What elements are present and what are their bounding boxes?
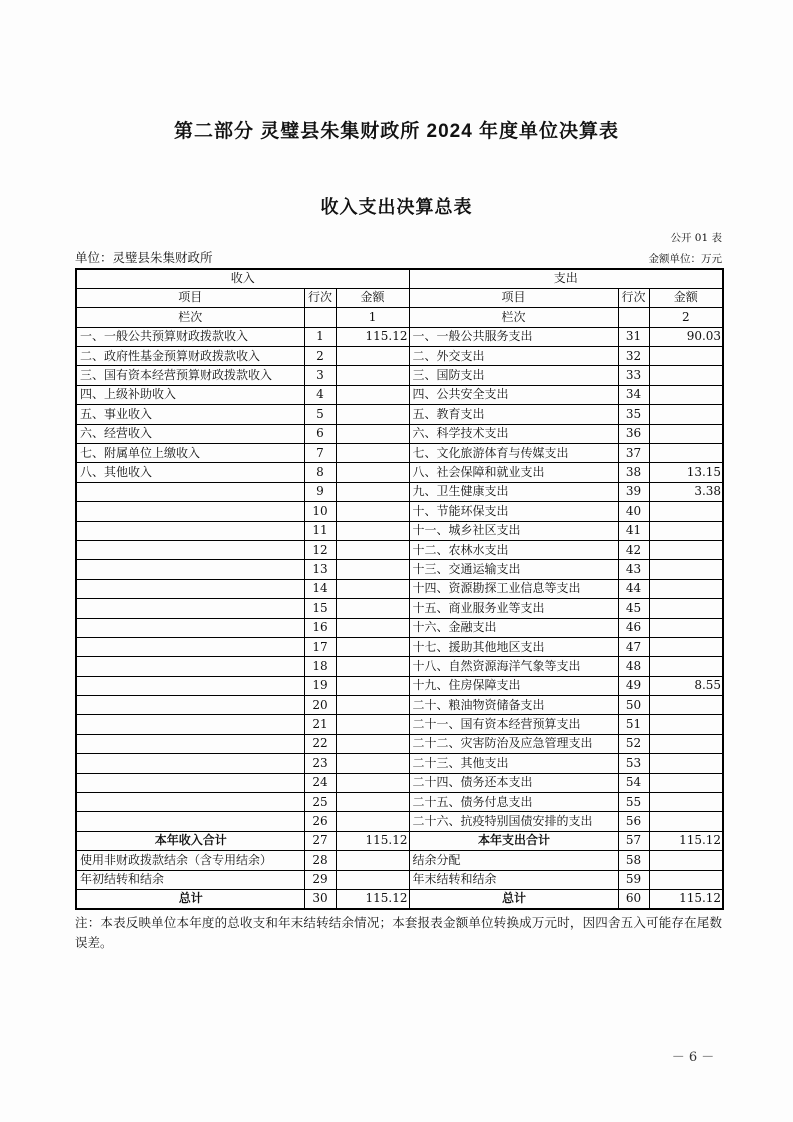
income-line-no-cell: 8	[304, 463, 336, 482]
income-line-no-cell: 2	[304, 347, 336, 366]
expense-line-no-cell: 42	[618, 540, 649, 559]
expense-amount-cell	[649, 540, 723, 559]
table-row	[76, 424, 723, 443]
table-row	[76, 502, 723, 521]
income-amount-cell	[336, 502, 409, 521]
income-amount-cell	[336, 812, 409, 831]
income-line-no-cell: 29	[304, 870, 336, 889]
income-column-index: 1	[336, 308, 409, 327]
expense-line-no-cell: 36	[618, 424, 649, 443]
expense-amount-cell	[649, 502, 723, 521]
expense-line-no-cell: 48	[618, 657, 649, 676]
expense-amount-cell	[649, 754, 723, 773]
expense-amount-cell	[649, 657, 723, 676]
expense-item-cell: 总计	[409, 890, 618, 909]
income-amount-cell	[336, 851, 409, 870]
section-header-row	[76, 269, 723, 288]
expense-section-header: 支出	[409, 269, 723, 288]
expense-line-no-cell: 39	[618, 482, 649, 501]
income-line-no-cell: 17	[304, 637, 336, 656]
income-item-cell	[76, 540, 304, 559]
expense-amount-cell	[649, 696, 723, 715]
expense-line-no-cell: 49	[618, 676, 649, 695]
expense-amount-cell	[649, 715, 723, 734]
expense-amount-cell	[649, 424, 723, 443]
income-amount-cell	[336, 347, 409, 366]
income-line-no-cell: 25	[304, 793, 336, 812]
table-row	[76, 773, 723, 792]
income-item-cell: 本年收入合计	[76, 831, 304, 850]
expense-amount-cell	[649, 579, 723, 598]
amount-unit-label: 金额单位：万元	[648, 253, 722, 265]
expense-item-cell: 二十一、国有资本经营预算支出	[409, 715, 618, 734]
table-row	[76, 890, 723, 909]
expense-amount-cell	[649, 812, 723, 831]
expense-line-no-cell: 45	[618, 599, 649, 618]
expense-item-cell: 二十三、其他支出	[409, 754, 618, 773]
expense-amount-cell	[649, 599, 723, 618]
expense-amount-cell	[649, 637, 723, 656]
expense-line-no-cell: 57	[618, 831, 649, 850]
table-row	[76, 851, 723, 870]
table-body	[76, 327, 723, 909]
expense-item-cell: 二、外交支出	[409, 347, 618, 366]
form-code: 公开 01 表	[670, 232, 722, 244]
expense-item-cell: 八、社会保障和就业支出	[409, 463, 618, 482]
expense-line-no-cell: 60	[618, 890, 649, 909]
footnote: 注：本表反映单位本年度的总收支和年末结转结余情况；本套报表金额单位转换成万元时，因四舍五入可能存在尾数误差。	[75, 914, 722, 951]
expense-line-no-cell: 52	[618, 734, 649, 753]
expense-column-index: 2	[649, 308, 723, 327]
income-amount-cell: 115.12	[336, 831, 409, 850]
income-item-cell: 五、事业收入	[76, 405, 304, 424]
income-amount-header: 金额	[336, 288, 409, 307]
table-row	[76, 327, 723, 346]
expense-column-index-label: 栏次	[409, 308, 618, 327]
expense-item-cell: 年末结转和结余	[409, 870, 618, 889]
income-amount-cell	[336, 599, 409, 618]
income-amount-cell	[336, 540, 409, 559]
expense-item-cell: 二十、粮油物资储备支出	[409, 696, 618, 715]
expense-item-cell: 本年支出合计	[409, 831, 618, 850]
table-row	[76, 715, 723, 734]
expense-amount-cell: 8.55	[649, 676, 723, 695]
income-amount-cell	[336, 637, 409, 656]
income-line-no-cell: 30	[304, 890, 336, 909]
report-area	[75, 230, 722, 953]
expense-item-cell: 十六、金融支出	[409, 618, 618, 637]
table-row	[76, 599, 723, 618]
income-line-no-cell: 28	[304, 851, 336, 870]
income-item-cell	[76, 657, 304, 676]
income-item-cell: 六、经营收入	[76, 424, 304, 443]
income-amount-cell	[336, 463, 409, 482]
income-item-cell	[76, 637, 304, 656]
expense-item-header: 项目	[409, 288, 618, 307]
income-item-cell	[76, 599, 304, 618]
table-row	[76, 521, 723, 540]
column-header-row	[76, 288, 723, 307]
expense-amount-cell	[649, 773, 723, 792]
income-item-cell: 四、上级补助收入	[76, 385, 304, 404]
table-row	[76, 444, 723, 463]
income-amount-cell	[336, 773, 409, 792]
income-item-cell	[76, 793, 304, 812]
table-row	[76, 734, 723, 753]
income-line-no-cell: 14	[304, 579, 336, 598]
income-line-no-cell: 19	[304, 676, 336, 695]
income-amount-cell	[336, 521, 409, 540]
income-item-cell	[76, 521, 304, 540]
income-item-cell	[76, 773, 304, 792]
income-line-no-header: 行次	[304, 288, 336, 307]
table-row	[76, 405, 723, 424]
expense-amount-cell	[649, 851, 723, 870]
expense-line-no-cell: 54	[618, 773, 649, 792]
expense-item-cell: 六、科学技术支出	[409, 424, 618, 443]
expense-item-cell: 五、教育支出	[409, 405, 618, 424]
income-item-cell	[76, 560, 304, 579]
income-item-cell	[76, 715, 304, 734]
expense-item-cell: 十四、资源勘探工业信息等支出	[409, 579, 618, 598]
table-row	[76, 385, 723, 404]
unit-name-label: 单位：灵璧县朱集财政所	[75, 250, 213, 265]
expense-amount-cell: 90.03	[649, 327, 723, 346]
expense-item-cell: 十九、住房保障支出	[409, 676, 618, 695]
expense-item-cell: 三、国防支出	[409, 366, 618, 385]
expense-item-cell: 九、卫生健康支出	[409, 482, 618, 501]
expense-item-cell: 结余分配	[409, 851, 618, 870]
income-item-cell	[76, 482, 304, 501]
expense-amount-cell	[649, 521, 723, 540]
expense-line-no-cell: 58	[618, 851, 649, 870]
expense-amount-cell: 3.38	[649, 482, 723, 501]
income-amount-cell	[336, 405, 409, 424]
table-row	[76, 579, 723, 598]
income-line-no-cell: 5	[304, 405, 336, 424]
income-amount-cell	[336, 482, 409, 501]
table-row	[76, 482, 723, 501]
expense-amount-cell	[649, 793, 723, 812]
income-amount-cell	[336, 424, 409, 443]
expense-line-no-header: 行次	[618, 288, 649, 307]
expense-item-cell: 四、公共安全支出	[409, 385, 618, 404]
expense-amount-cell	[649, 560, 723, 579]
income-item-cell	[76, 502, 304, 521]
expense-item-cell: 十一、城乡社区支出	[409, 521, 618, 540]
income-amount-cell	[336, 734, 409, 753]
expense-item-cell: 二十四、债务还本支出	[409, 773, 618, 792]
income-line-no-cell: 1	[304, 327, 336, 346]
income-line-no-cell: 6	[304, 424, 336, 443]
income-item-cell	[76, 618, 304, 637]
income-line-no-cell: 16	[304, 618, 336, 637]
table-row	[76, 347, 723, 366]
income-amount-cell	[336, 579, 409, 598]
income-item-header: 项目	[76, 288, 304, 307]
income-line-no-cell: 18	[304, 657, 336, 676]
income-line-no-cell: 3	[304, 366, 336, 385]
income-amount-cell	[336, 618, 409, 637]
income-amount-cell: 115.12	[336, 327, 409, 346]
expense-line-no-cell: 35	[618, 405, 649, 424]
income-amount-cell	[336, 870, 409, 889]
income-line-no-cell: 22	[304, 734, 336, 753]
expense-amount-header: 金额	[649, 288, 723, 307]
table-row	[76, 618, 723, 637]
expense-amount-cell	[649, 366, 723, 385]
table-row	[76, 831, 723, 850]
income-item-cell: 一、一般公共预算财政拨款收入	[76, 327, 304, 346]
expense-amount-cell: 13.15	[649, 463, 723, 482]
meta-line	[75, 248, 722, 266]
income-item-cell	[76, 734, 304, 753]
income-line-no-cell: 9	[304, 482, 336, 501]
table-row	[76, 366, 723, 385]
income-amount-cell	[336, 560, 409, 579]
table-row	[76, 793, 723, 812]
income-item-cell	[76, 696, 304, 715]
income-line-no-cell: 27	[304, 831, 336, 850]
income-amount-cell	[336, 385, 409, 404]
income-amount-cell: 115.12	[336, 890, 409, 909]
expense-line-no-cell: 53	[618, 754, 649, 773]
expense-line-no-cell: 43	[618, 560, 649, 579]
table-row	[76, 560, 723, 579]
empty-cell	[304, 308, 336, 327]
table-row	[76, 676, 723, 695]
expense-line-no-cell: 40	[618, 502, 649, 521]
expense-line-no-cell: 56	[618, 812, 649, 831]
income-item-cell: 二、政府性基金预算财政拨款收入	[76, 347, 304, 366]
table-row	[76, 870, 723, 889]
income-line-no-cell: 4	[304, 385, 336, 404]
expense-line-no-cell: 47	[618, 637, 649, 656]
expense-amount-cell	[649, 734, 723, 753]
expense-item-cell: 十七、援助其他地区支出	[409, 637, 618, 656]
expense-item-cell: 十八、自然资源海洋气象等支出	[409, 657, 618, 676]
income-amount-cell	[336, 793, 409, 812]
table-row	[76, 637, 723, 656]
income-line-no-cell: 23	[304, 754, 336, 773]
income-item-cell: 年初结转和结余	[76, 870, 304, 889]
expense-amount-cell	[649, 347, 723, 366]
income-amount-cell	[336, 696, 409, 715]
expense-line-no-cell: 38	[618, 463, 649, 482]
expense-amount-cell	[649, 618, 723, 637]
expense-item-cell: 二十五、债务付息支出	[409, 793, 618, 812]
expense-line-no-cell: 31	[618, 327, 649, 346]
expense-line-no-cell: 34	[618, 385, 649, 404]
expense-item-cell: 二十二、灾害防治及应急管理支出	[409, 734, 618, 753]
table-row	[76, 754, 723, 773]
expense-item-cell: 二十六、抗疫特别国债安排的支出	[409, 812, 618, 831]
expense-item-cell: 一、一般公共服务支出	[409, 327, 618, 346]
income-amount-cell	[336, 366, 409, 385]
expense-amount-cell: 115.12	[649, 831, 723, 850]
expense-line-no-cell: 32	[618, 347, 649, 366]
income-item-cell	[76, 579, 304, 598]
part-title: 第二部分 灵璧县朱集财政所 2024 年度单位决算表	[173, 121, 620, 142]
expense-line-no-cell: 33	[618, 366, 649, 385]
expense-amount-cell	[649, 405, 723, 424]
income-amount-cell	[336, 754, 409, 773]
expense-line-no-cell: 55	[618, 793, 649, 812]
expense-item-cell: 十五、商业服务业等支出	[409, 599, 618, 618]
income-column-index-label: 栏次	[76, 308, 304, 327]
expense-line-no-cell: 41	[618, 521, 649, 540]
income-item-cell	[76, 754, 304, 773]
expense-line-no-cell: 59	[618, 870, 649, 889]
empty-cell	[618, 308, 649, 327]
income-item-cell: 七、附属单位上缴收入	[76, 444, 304, 463]
income-line-no-cell: 21	[304, 715, 336, 734]
expense-item-cell: 十二、农林水支出	[409, 540, 618, 559]
expense-item-cell: 十、节能环保支出	[409, 502, 618, 521]
income-line-no-cell: 20	[304, 696, 336, 715]
table-row	[76, 696, 723, 715]
expense-item-cell: 七、文化旅游体育与传媒支出	[409, 444, 618, 463]
expense-amount-cell	[649, 870, 723, 889]
expense-line-no-cell: 50	[618, 696, 649, 715]
expense-line-no-cell: 51	[618, 715, 649, 734]
income-amount-cell	[336, 715, 409, 734]
expense-item-cell: 十三、交通运输支出	[409, 560, 618, 579]
income-line-no-cell: 24	[304, 773, 336, 792]
income-line-no-cell: 11	[304, 521, 336, 540]
income-line-no-cell: 12	[304, 540, 336, 559]
income-section-header: 收入	[76, 269, 409, 288]
income-line-no-cell: 26	[304, 812, 336, 831]
expense-amount-cell	[649, 385, 723, 404]
page-number: － 6 －	[671, 1050, 715, 1065]
table-row	[76, 540, 723, 559]
column-index-row	[76, 308, 723, 327]
income-expense-table	[75, 268, 724, 910]
expense-line-no-cell: 44	[618, 579, 649, 598]
table-row	[76, 463, 723, 482]
income-item-cell: 八、其他收入	[76, 463, 304, 482]
income-line-no-cell: 15	[304, 599, 336, 618]
income-amount-cell	[336, 444, 409, 463]
table-row	[76, 812, 723, 831]
table-title: 收入支出决算总表	[320, 197, 473, 217]
income-line-no-cell: 7	[304, 444, 336, 463]
expense-line-no-cell: 37	[618, 444, 649, 463]
income-line-no-cell: 10	[304, 502, 336, 521]
income-line-no-cell: 13	[304, 560, 336, 579]
expense-line-no-cell: 46	[618, 618, 649, 637]
income-amount-cell	[336, 676, 409, 695]
income-item-cell	[76, 676, 304, 695]
income-item-cell: 使用非财政拨款结余（含专用结余）	[76, 851, 304, 870]
expense-amount-cell	[649, 444, 723, 463]
expense-amount-cell: 115.12	[649, 890, 723, 909]
income-item-cell: 三、国有资本经营预算财政拨款收入	[76, 366, 304, 385]
income-item-cell: 总计	[76, 890, 304, 909]
income-amount-cell	[336, 657, 409, 676]
table-row	[76, 657, 723, 676]
income-item-cell	[76, 812, 304, 831]
